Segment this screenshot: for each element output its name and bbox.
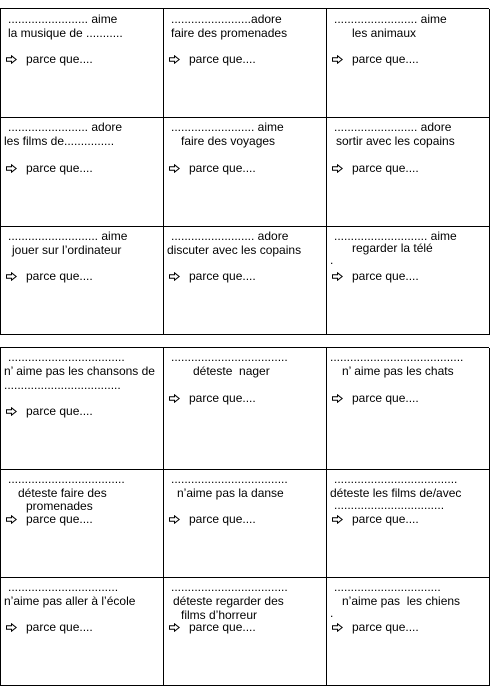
sentence-text: sortir avec les copains bbox=[336, 134, 455, 148]
sentence-text: n’aime pas les chiens bbox=[342, 594, 461, 608]
arrow-right-icon bbox=[6, 407, 17, 416]
reason-row bbox=[332, 620, 419, 634]
reason-row bbox=[6, 512, 93, 526]
blank-line: ................................ bbox=[334, 580, 441, 594]
reason-label: parce que.... bbox=[189, 52, 256, 66]
sentence-text: . bbox=[330, 606, 334, 620]
blank-line: ................................... bbox=[171, 350, 288, 364]
sentence-card-6 bbox=[327, 118, 490, 227]
sentence-card-13 bbox=[1, 470, 164, 578]
sentence-text: déteste les films de/avec bbox=[330, 486, 462, 500]
sentence-card-1 bbox=[1, 9, 164, 118]
blank-line: ........................................ bbox=[330, 350, 464, 364]
arrow-right-icon bbox=[169, 394, 180, 403]
reason-label: parce que.... bbox=[26, 512, 93, 526]
arrow-right-icon bbox=[332, 394, 343, 403]
blank-line: ......................... adore bbox=[171, 229, 289, 243]
reason-row bbox=[332, 161, 419, 175]
blank-line: ........................... aime bbox=[8, 229, 128, 243]
blank-line: ................................... bbox=[171, 472, 288, 486]
sentence-card-4 bbox=[1, 118, 164, 227]
sentence-card-16 bbox=[1, 578, 164, 686]
reason-row bbox=[332, 512, 419, 526]
blank-line: ......................... aime bbox=[334, 12, 447, 26]
sentence-text: les films de............... bbox=[4, 134, 115, 148]
sentence-text: films d’horreur bbox=[181, 608, 258, 622]
sentence-text: jouer sur l’ordinateur bbox=[12, 243, 122, 257]
reason-row bbox=[6, 620, 93, 634]
sentence-text: ................................. bbox=[334, 498, 445, 512]
reason-row bbox=[6, 161, 93, 175]
sentence-card-12 bbox=[327, 348, 490, 470]
blank-line: ............................ aime bbox=[334, 229, 457, 243]
sentence-card-8 bbox=[164, 227, 327, 335]
reason-label: parce que.... bbox=[189, 512, 256, 526]
reason-label: parce que.... bbox=[26, 404, 93, 418]
arrow-right-icon bbox=[332, 623, 343, 632]
sentence-text: faire des voyages bbox=[181, 134, 276, 148]
sentence-text: n’aime pas aller à l’école bbox=[4, 594, 136, 608]
sentence-card-3 bbox=[327, 9, 490, 118]
reason-row bbox=[6, 269, 93, 283]
reason-row bbox=[6, 404, 93, 418]
reason-row bbox=[169, 620, 256, 634]
sentence-card-5 bbox=[164, 118, 327, 227]
arrow-right-icon bbox=[169, 272, 180, 281]
sentence-card-14 bbox=[164, 470, 327, 578]
arrow-right-icon bbox=[332, 55, 343, 64]
arrow-right-icon bbox=[169, 515, 180, 524]
arrow-right-icon bbox=[6, 55, 17, 64]
arrow-right-icon bbox=[332, 272, 343, 281]
blank-line: ........................adore bbox=[171, 12, 282, 26]
sentence-card-17 bbox=[164, 578, 327, 686]
sentence-card-7 bbox=[1, 227, 164, 335]
sentence-text: déteste nager bbox=[193, 364, 270, 378]
arrow-right-icon bbox=[169, 623, 180, 632]
sentence-text: déteste faire des bbox=[18, 486, 107, 500]
arrow-right-icon bbox=[169, 55, 180, 64]
reason-label: parce que.... bbox=[189, 269, 256, 283]
reason-label: parce que.... bbox=[26, 161, 93, 175]
sentence-card-11 bbox=[164, 348, 327, 470]
top-card-grid bbox=[0, 8, 489, 335]
blank-line: ................................. bbox=[8, 580, 119, 594]
reason-label: parce que.... bbox=[26, 269, 93, 283]
reason-label: parce que.... bbox=[189, 161, 256, 175]
arrow-right-icon bbox=[332, 164, 343, 173]
blank-line: ......................... adore bbox=[334, 120, 452, 134]
sentence-text: les animaux bbox=[352, 26, 417, 40]
sentence-card-10 bbox=[1, 348, 164, 470]
reason-label: parce que.... bbox=[189, 620, 256, 634]
blank-line: ................................... bbox=[8, 350, 125, 364]
reason-label: parce que.... bbox=[352, 512, 419, 526]
arrow-right-icon bbox=[332, 515, 343, 524]
reason-row bbox=[169, 391, 256, 405]
blank-line: ........................ adore bbox=[8, 120, 123, 134]
reason-row bbox=[332, 52, 419, 66]
reason-label: parce que.... bbox=[352, 620, 419, 634]
reason-row bbox=[169, 161, 256, 175]
sentence-text: n’aime pas la danse bbox=[177, 486, 284, 500]
reason-row bbox=[332, 269, 419, 283]
sentence-text: faire des promenades bbox=[171, 26, 288, 40]
arrow-right-icon bbox=[6, 515, 17, 524]
sentence-text: ................................... bbox=[4, 378, 121, 392]
reason-label: parce que.... bbox=[352, 269, 419, 283]
blank-line: ................................... bbox=[8, 472, 125, 486]
sentence-text: n’ aime pas les chats bbox=[342, 364, 454, 378]
sentence-text: la musique de ........... bbox=[8, 26, 123, 40]
blank-line: ......................... aime bbox=[171, 120, 284, 134]
reason-row bbox=[169, 512, 256, 526]
arrow-right-icon bbox=[6, 272, 17, 281]
blank-line: ..................................... bbox=[334, 472, 458, 486]
arrow-right-icon bbox=[169, 164, 180, 173]
reason-row bbox=[6, 52, 93, 66]
sentence-text: promenades bbox=[26, 499, 93, 513]
bottom-card-grid bbox=[0, 347, 489, 686]
sentence-card-18 bbox=[327, 578, 490, 686]
reason-row bbox=[169, 52, 256, 66]
sentence-card-15 bbox=[327, 470, 490, 578]
sentence-text: n’ aime pas les chansons de bbox=[4, 364, 155, 378]
blank-line: ................................... bbox=[171, 580, 288, 594]
sentence-text: discuter avec les copains bbox=[167, 243, 302, 257]
reason-label: parce que.... bbox=[189, 391, 256, 405]
sentence-card-2 bbox=[164, 9, 327, 118]
reason-label: parce que.... bbox=[26, 620, 93, 634]
sentence-text: . bbox=[330, 253, 334, 267]
reason-label: parce que.... bbox=[352, 161, 419, 175]
sentence-text: regarder la télé bbox=[352, 241, 433, 255]
reason-row bbox=[332, 391, 419, 405]
reason-label: parce que.... bbox=[352, 391, 419, 405]
blank-line: ........................ aime bbox=[8, 12, 118, 26]
sentence-card-9 bbox=[327, 227, 490, 335]
reason-label: parce que.... bbox=[352, 52, 419, 66]
sentence-text: déteste regarder des bbox=[173, 594, 284, 608]
arrow-right-icon bbox=[6, 164, 17, 173]
reason-row bbox=[169, 269, 256, 283]
arrow-right-icon bbox=[6, 623, 17, 632]
reason-label: parce que.... bbox=[26, 52, 93, 66]
